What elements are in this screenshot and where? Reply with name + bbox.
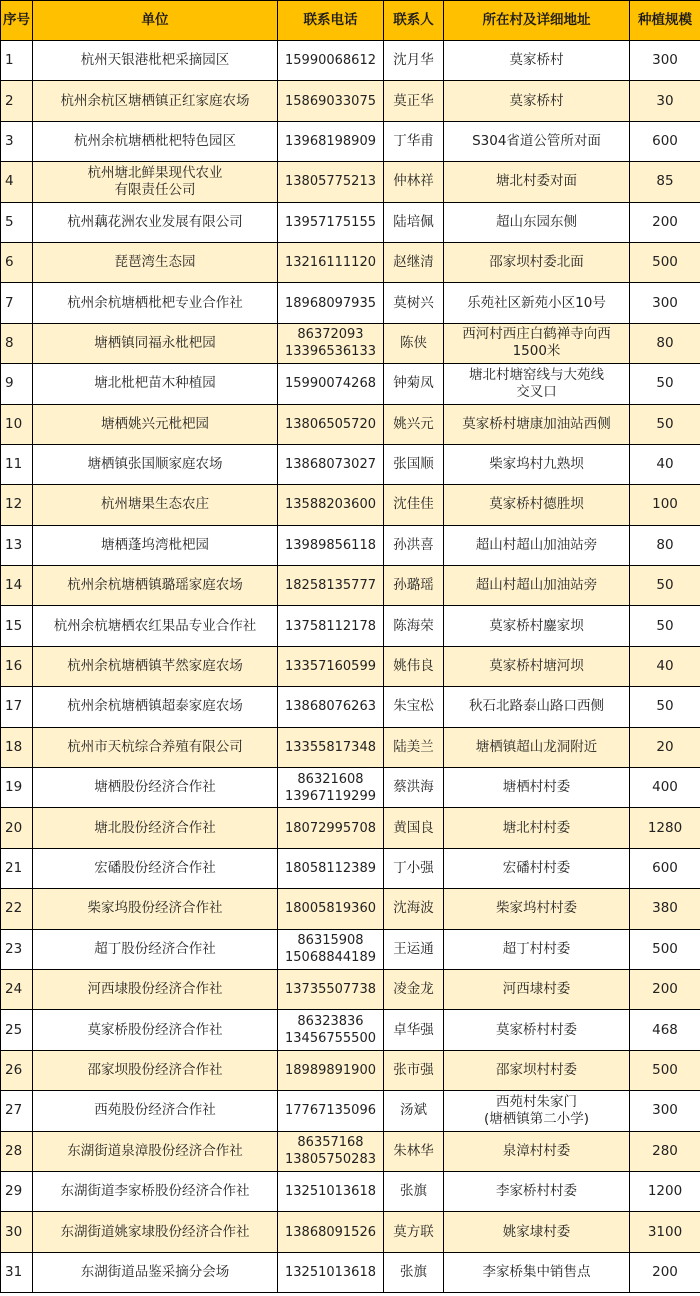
cell-phone: 15869033075 [278, 81, 384, 121]
table-row [1, 808, 700, 848]
cell-address: 莫家桥村村委 [444, 1010, 630, 1050]
table-body [1, 41, 700, 1293]
cell-scale: 1280 [630, 808, 700, 848]
cell-contact: 钟菊凤 [384, 364, 444, 404]
cell-scale: 50 [630, 364, 700, 404]
cell-phone: 86372093 13396536133 [278, 323, 384, 363]
cell-index: 5 [1, 202, 33, 242]
cell-phone: 13735507738 [278, 969, 384, 1009]
cell-index: 16 [1, 646, 33, 686]
cell-phone: 13868073027 [278, 444, 384, 484]
cell-address: 莫家桥村塘河坝 [444, 646, 630, 686]
cell-unit: 河西埭股份经济合作社 [33, 969, 278, 1009]
cell-scale: 300 [630, 283, 700, 323]
cell-address: 超丁村村委 [444, 929, 630, 969]
table-row [1, 525, 700, 565]
table-row [1, 283, 700, 323]
table-row [1, 162, 700, 202]
cell-phone: 18968097935 [278, 283, 384, 323]
cell-address: 莫家桥村德胜坝 [444, 485, 630, 525]
cell-phone: 13216111120 [278, 242, 384, 282]
cell-contact: 陈侠 [384, 323, 444, 363]
cell-unit: 邵家坝股份经济合作社 [33, 1050, 278, 1090]
cell-contact: 蔡洪海 [384, 768, 444, 808]
table-row [1, 646, 700, 686]
table-row [1, 323, 700, 363]
table-row [1, 1050, 700, 1090]
cell-scale: 500 [630, 242, 700, 282]
cell-index: 19 [1, 768, 33, 808]
cell-address: 河西埭村委 [444, 969, 630, 1009]
cell-scale: 200 [630, 202, 700, 242]
cell-address: 乐苑社区新苑小区10号 [444, 283, 630, 323]
cell-index: 13 [1, 525, 33, 565]
cell-contact: 沈佳佳 [384, 485, 444, 525]
cell-phone: 18258135777 [278, 566, 384, 606]
cell-address: 邵家坝村村委 [444, 1050, 630, 1090]
cell-address: 塘北村村委 [444, 808, 630, 848]
cell-scale: 85 [630, 162, 700, 202]
table-row [1, 768, 700, 808]
cell-scale: 300 [630, 1091, 700, 1131]
cell-index: 6 [1, 242, 33, 282]
cell-unit: 杭州塘北鲜果现代农业 有限责任公司 [33, 162, 278, 202]
cell-contact: 张市强 [384, 1050, 444, 1090]
cell-unit: 塘栖姚兴元枇杷园 [33, 404, 278, 444]
cell-phone: 18005819360 [278, 889, 384, 929]
cell-scale: 40 [630, 646, 700, 686]
cell-index: 21 [1, 848, 33, 888]
cell-index: 4 [1, 162, 33, 202]
cell-index: 17 [1, 687, 33, 727]
cell-unit: 莫家桥股份经济合作社 [33, 1010, 278, 1050]
cell-unit: 东湖街道李家桥股份经济合作社 [33, 1171, 278, 1211]
cell-unit: 超丁股份经济合作社 [33, 929, 278, 969]
cell-index: 23 [1, 929, 33, 969]
cell-index: 1 [1, 41, 33, 81]
cell-unit: 西苑股份经济合作社 [33, 1091, 278, 1131]
cell-phone: 13957175155 [278, 202, 384, 242]
cell-contact: 汤斌 [384, 1091, 444, 1131]
cell-scale: 100 [630, 485, 700, 525]
cell-index: 11 [1, 444, 33, 484]
cell-phone: 17767135096 [278, 1091, 384, 1131]
cell-contact: 莫树兴 [384, 283, 444, 323]
cell-scale: 468 [630, 1010, 700, 1050]
cell-contact: 张旗 [384, 1252, 444, 1292]
cell-index: 8 [1, 323, 33, 363]
table-row [1, 848, 700, 888]
cell-unit: 宏磻股份经济合作社 [33, 848, 278, 888]
table-row [1, 485, 700, 525]
cell-contact: 仲林祥 [384, 162, 444, 202]
header-unit: 单位 [33, 1, 278, 41]
cell-contact: 赵继清 [384, 242, 444, 282]
cell-address: 姚家埭村委 [444, 1212, 630, 1252]
cell-phone: 13805775213 [278, 162, 384, 202]
cell-address: 邵家坝村委北面 [444, 242, 630, 282]
table-row [1, 969, 700, 1009]
cell-index: 28 [1, 1131, 33, 1171]
table-row [1, 1091, 700, 1131]
cell-contact: 张旗 [384, 1171, 444, 1211]
cell-scale: 300 [630, 41, 700, 81]
cell-address: 莫家桥村鏖家坝 [444, 606, 630, 646]
table-row [1, 1212, 700, 1252]
cell-index: 2 [1, 81, 33, 121]
cell-contact: 凌金龙 [384, 969, 444, 1009]
cell-contact: 朱林华 [384, 1131, 444, 1171]
cell-scale: 40 [630, 444, 700, 484]
cell-phone: 13989856118 [278, 525, 384, 565]
cell-phone: 15990074268 [278, 364, 384, 404]
cell-index: 7 [1, 283, 33, 323]
header-index: 序号 [1, 1, 33, 41]
table-row [1, 1131, 700, 1171]
cell-index: 3 [1, 121, 33, 161]
cell-contact: 孙璐瑶 [384, 566, 444, 606]
table-row [1, 81, 700, 121]
table-row [1, 1252, 700, 1292]
table-row [1, 566, 700, 606]
cell-phone: 13357160599 [278, 646, 384, 686]
cell-address: 莫家桥村塘康加油站西侧 [444, 404, 630, 444]
cell-unit: 柴家坞股份经济合作社 [33, 889, 278, 929]
cell-contact: 莫正华 [384, 81, 444, 121]
cell-scale: 500 [630, 929, 700, 969]
cell-unit: 东湖街道品鉴采摘分会场 [33, 1252, 278, 1292]
cell-index: 31 [1, 1252, 33, 1292]
cell-phone: 86357168 13805750283 [278, 1131, 384, 1171]
cell-phone: 18058112389 [278, 848, 384, 888]
cell-contact: 莫方联 [384, 1212, 444, 1252]
cell-phone: 13968198909 [278, 121, 384, 161]
cell-phone: 13588203600 [278, 485, 384, 525]
cell-address: 莫家桥村 [444, 81, 630, 121]
cell-index: 26 [1, 1050, 33, 1090]
cell-unit: 杭州余杭区塘栖镇正红家庭农场 [33, 81, 278, 121]
cell-contact: 黄国良 [384, 808, 444, 848]
table-row [1, 727, 700, 767]
cell-unit: 东湖街道姚家埭股份经济合作社 [33, 1212, 278, 1252]
cell-address: 超山东园东侧 [444, 202, 630, 242]
cell-address: 塘北村塘窑线与大苑线 交叉口 [444, 364, 630, 404]
cell-address: 西苑村朱家门 (塘栖镇第二小学) [444, 1091, 630, 1131]
cell-scale: 200 [630, 969, 700, 1009]
cell-contact: 孙洪喜 [384, 525, 444, 565]
cell-phone: 86323836 13456755500 [278, 1010, 384, 1050]
cell-scale: 50 [630, 566, 700, 606]
cell-unit: 杭州塘果生态农庄 [33, 485, 278, 525]
cell-scale: 1200 [630, 1171, 700, 1211]
cell-unit: 杭州余杭塘栖镇芊然家庭农场 [33, 646, 278, 686]
cell-contact: 朱宝松 [384, 687, 444, 727]
cell-index: 12 [1, 485, 33, 525]
cell-contact: 姚伟良 [384, 646, 444, 686]
table-row [1, 202, 700, 242]
cell-index: 29 [1, 1171, 33, 1211]
cell-unit: 杭州市天杭综合养殖有限公司 [33, 727, 278, 767]
cell-contact: 张国顺 [384, 444, 444, 484]
cell-index: 15 [1, 606, 33, 646]
cell-unit: 杭州余杭塘栖镇璐瑶家庭农场 [33, 566, 278, 606]
cell-scale: 50 [630, 687, 700, 727]
cell-address: S304省道公管所对面 [444, 121, 630, 161]
cell-index: 14 [1, 566, 33, 606]
cell-contact: 王运通 [384, 929, 444, 969]
cell-address: 宏磻村村委 [444, 848, 630, 888]
cell-contact: 陆培佩 [384, 202, 444, 242]
cell-address: 柴家坞村村委 [444, 889, 630, 929]
cell-phone: 13868076263 [278, 687, 384, 727]
cell-phone: 18072995708 [278, 808, 384, 848]
cell-address: 超山村超山加油站旁 [444, 566, 630, 606]
table-row [1, 687, 700, 727]
cell-index: 27 [1, 1091, 33, 1131]
cell-scale: 600 [630, 121, 700, 161]
cell-contact: 姚兴元 [384, 404, 444, 444]
header-row [1, 1, 700, 41]
cell-scale: 600 [630, 848, 700, 888]
cell-scale: 20 [630, 727, 700, 767]
cell-scale: 50 [630, 606, 700, 646]
cell-contact: 陈海荣 [384, 606, 444, 646]
table-row [1, 41, 700, 81]
cell-phone: 13868091526 [278, 1212, 384, 1252]
cell-contact: 沈海波 [384, 889, 444, 929]
table-row [1, 404, 700, 444]
table-row [1, 1010, 700, 1050]
cell-unit: 杭州天银港枇杷采摘园区 [33, 41, 278, 81]
cell-address: 塘北村委对面 [444, 162, 630, 202]
cell-unit: 杭州余杭塘栖枇杷专业合作社 [33, 283, 278, 323]
cell-contact: 丁小强 [384, 848, 444, 888]
cell-address: 柴家坞村九熟坝 [444, 444, 630, 484]
cell-contact: 卓华强 [384, 1010, 444, 1050]
cell-unit: 塘栖镇张国顺家庭农场 [33, 444, 278, 484]
cell-unit: 杭州藕花洲农业发展有限公司 [33, 202, 278, 242]
cell-address: 塘栖镇超山龙洞附近 [444, 727, 630, 767]
header-scale: 种植规模 [630, 1, 700, 41]
cell-scale: 200 [630, 1252, 700, 1292]
cell-address: 塘栖村村委 [444, 768, 630, 808]
cell-address: 泉漳村村委 [444, 1131, 630, 1171]
cell-unit: 杭州余杭塘栖农红果品专业合作社 [33, 606, 278, 646]
cell-address: 李家桥集中销售点 [444, 1252, 630, 1292]
cell-scale: 500 [630, 1050, 700, 1090]
cell-phone: 86315908 15068844189 [278, 929, 384, 969]
cell-unit: 塘栖股份经济合作社 [33, 768, 278, 808]
cell-phone: 13251013618 [278, 1171, 384, 1211]
cell-phone: 18989891900 [278, 1050, 384, 1090]
cell-index: 9 [1, 364, 33, 404]
cell-unit: 东湖街道泉漳股份经济合作社 [33, 1131, 278, 1171]
table-row [1, 1171, 700, 1211]
cell-index: 10 [1, 404, 33, 444]
cell-index: 18 [1, 727, 33, 767]
cell-phone: 86321608 13967119299 [278, 768, 384, 808]
cell-unit: 塘栖镇同福永枇杷园 [33, 323, 278, 363]
cell-phone: 13806505720 [278, 404, 384, 444]
table-row [1, 889, 700, 929]
cell-unit: 杭州余杭塘栖枇杷特色园区 [33, 121, 278, 161]
cell-scale: 30 [630, 81, 700, 121]
cell-scale: 3100 [630, 1212, 700, 1252]
cell-unit: 塘北股份经济合作社 [33, 808, 278, 848]
cell-unit: 塘北枇杷苗木种植园 [33, 364, 278, 404]
cell-index: 25 [1, 1010, 33, 1050]
cell-scale: 380 [630, 889, 700, 929]
cell-index: 30 [1, 1212, 33, 1252]
header-phone: 联系电话 [278, 1, 384, 41]
cell-contact: 陆美兰 [384, 727, 444, 767]
cell-phone: 13355817348 [278, 727, 384, 767]
cell-scale: 80 [630, 525, 700, 565]
table-row [1, 606, 700, 646]
cell-address: 莫家桥村 [444, 41, 630, 81]
cell-scale: 280 [630, 1131, 700, 1171]
cell-unit: 琵琶湾生态园 [33, 242, 278, 282]
cell-phone: 15990068612 [278, 41, 384, 81]
table-row [1, 121, 700, 161]
cell-phone: 13758112178 [278, 606, 384, 646]
table-row [1, 929, 700, 969]
cell-scale: 50 [630, 404, 700, 444]
cell-phone: 13251013618 [278, 1252, 384, 1292]
table-row [1, 242, 700, 282]
cell-scale: 400 [630, 768, 700, 808]
table-row [1, 364, 700, 404]
cell-index: 24 [1, 969, 33, 1009]
table-row [1, 444, 700, 484]
cell-index: 20 [1, 808, 33, 848]
cell-contact: 丁华甫 [384, 121, 444, 161]
cell-index: 22 [1, 889, 33, 929]
cell-address: 西河村西庄白鹤禅寺向西 1500米 [444, 323, 630, 363]
cell-address: 秋石北路泰山路口西侧 [444, 687, 630, 727]
cell-contact: 沈月华 [384, 41, 444, 81]
cell-unit: 塘栖蓬坞湾枇杷园 [33, 525, 278, 565]
cell-address: 李家桥村村委 [444, 1171, 630, 1211]
header-contact: 联系人 [384, 1, 444, 41]
cell-unit: 杭州余杭塘栖镇超泰家庭农场 [33, 687, 278, 727]
cell-scale: 80 [630, 323, 700, 363]
header-address: 所在村及详细地址 [444, 1, 630, 41]
cell-address: 超山村超山加油站旁 [444, 525, 630, 565]
